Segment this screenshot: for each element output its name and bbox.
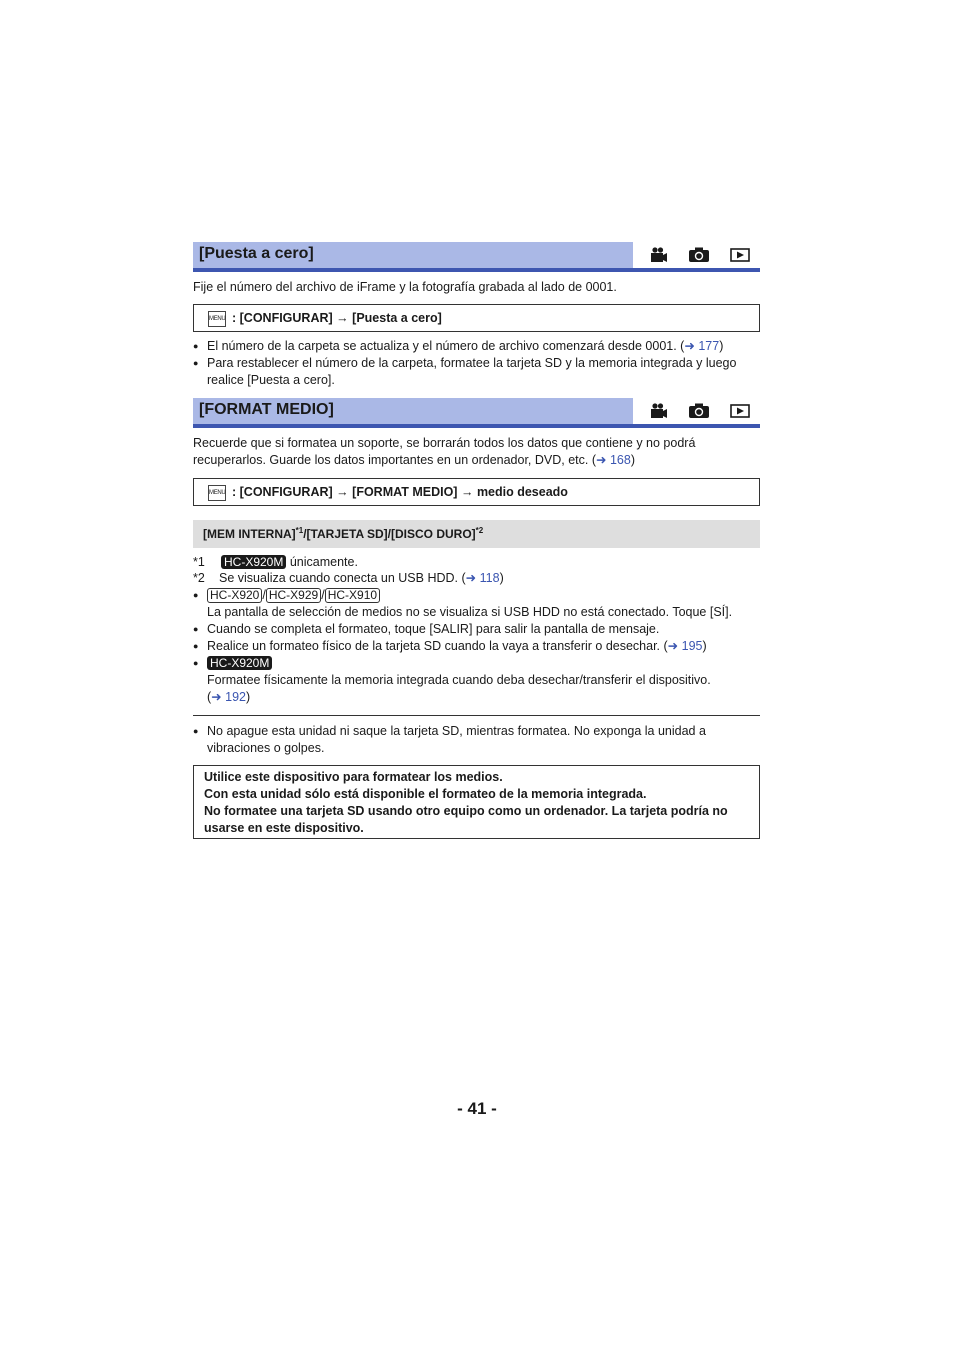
section2-intro: Recuerde que si formatea un soporte, se borrarán todos los datos que contiene y no podrá recuperarlos. Guarde los datos importantes en un ordenador, DVD, etc. (➜ 168) (193, 436, 696, 467)
mode-icons (650, 246, 750, 264)
footnote-ref: *2 (475, 526, 484, 535)
movie-camera-icon (650, 403, 668, 419)
playback-icon (730, 248, 750, 262)
menu-icon: MENU (208, 311, 226, 327)
menu-arrow: → (336, 485, 349, 499)
page-link-195[interactable]: 195 (681, 639, 703, 653)
menu-path-puesta-a-cero (193, 304, 760, 332)
page-link-192[interactable]: 192 (225, 690, 246, 704)
playback-icon (730, 404, 750, 418)
menu-arrow: → (460, 485, 474, 499)
notice-line: No formatee una tarjeta SD usando otro equipo como un ordenador. La tarjeta podría no usarse en este dispositivo. (204, 804, 728, 835)
movie-camera-icon (650, 247, 668, 263)
model-badge: HC-X920M (207, 656, 272, 670)
notice-line: Utilice este dispositivo para formatear los medios. (204, 770, 503, 784)
model-badge: HC-X920M (221, 555, 286, 569)
menu-arrow: → (336, 311, 349, 325)
model-badge: HC-X920 (207, 588, 262, 603)
link-arrow-icon: ➜ (465, 571, 477, 585)
menu-path-part: [Puesta a cero] (352, 311, 442, 325)
menu-path-part: [FORMAT MEDIO] (352, 485, 458, 499)
list-item: ● Cuando se completa el formateo, toque [SALIR] para salir la pantalla de mensaje. (193, 621, 763, 638)
page-link-177[interactable]: 177 (698, 339, 720, 353)
page-link-168[interactable]: 168 (609, 453, 631, 467)
list-item: ● No apague esta unidad ni saque la tarjeta SD, mientras formatea. No exponga la unidad a vibraciones o golpes. (193, 723, 763, 757)
link-arrow-icon: ➜ (684, 339, 695, 353)
list-item: ● HC-X920M Formatee físicamente la memoria integrada cuando deba desechar/transferir el dispositivo. (➜ 192) (193, 655, 763, 706)
section-header-format-medio (193, 398, 760, 428)
menu-path-part: medio deseado (476, 485, 568, 499)
link-arrow-icon: ➜ (211, 690, 222, 704)
section-title: [FORMAT MEDIO] (193, 398, 633, 424)
photo-camera-icon (688, 403, 710, 419)
link-arrow-icon: ➜ (667, 639, 679, 653)
menu-path-part: : [CONFIGURAR] (232, 311, 333, 325)
list-item: ● HC-X920 / HC-X929 / HC-X910 La pantalla de selección de medios no se visualiza si USB HDD no está conectado. Toque [SÍ]. (193, 587, 763, 621)
footnote-2: *2 Se visualiza cuando conecta un USB HDD. (➜ 118) (193, 571, 504, 585)
section-title: [Puesta a cero] (193, 242, 633, 268)
footnote-1: *1 HC-X920M únicamente. (193, 555, 358, 569)
section1-bullets (193, 338, 763, 389)
footnote-ref: *1 (295, 526, 304, 535)
notice-line: Con esta unidad sólo está disponible el formateo de la memoria integrada. (204, 787, 647, 801)
important-notice-box (193, 765, 760, 839)
section1-intro: Fije el número del archivo de iFrame y la fotografía grabada al lado de 0001. (193, 280, 617, 294)
list-item: ● Realice un formateo físico de la tarjeta SD cuando la vaya a transferir o desechar. (➜ 195) (193, 638, 763, 655)
list-item: ● El número de la carpeta se actualiza y el número de archivo comenzará desde 0001. (➜ 177) (193, 338, 763, 355)
mode-icons (650, 402, 750, 420)
menu-path-format-medio (193, 478, 760, 506)
link-arrow-icon: ➜ (596, 453, 607, 467)
page-number: - 41 - (457, 1099, 497, 1118)
divider (193, 715, 760, 716)
section2-bullets (193, 587, 763, 706)
model-badge: HC-X910 (325, 588, 380, 603)
menu-icon: MENU (208, 485, 226, 501)
photo-camera-icon (688, 247, 710, 263)
menu-path-part: : [CONFIGURAR] (232, 485, 333, 499)
list-item: ● Para restablecer el número de la carpeta, formatee la tarjeta SD y la memoria integrada y luego realice [Puesta a cero]. (193, 355, 763, 389)
section-header-puesta-a-cero (193, 242, 760, 272)
page-link-118[interactable]: 118 (479, 571, 500, 585)
caution-bullets (193, 723, 763, 757)
media-options-bar: [MEM INTERNA]$^{*1}$/[TARJETA SD]/[DISCO DURO]$^{*2}$ (193, 520, 760, 548)
model-badge: HC-X929 (266, 588, 321, 603)
